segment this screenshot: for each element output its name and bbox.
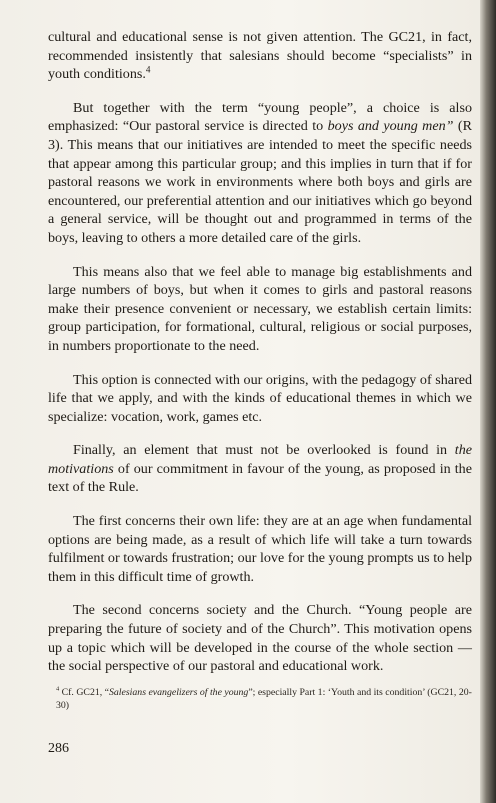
- paragraph: [48, 512, 472, 586]
- paragraph: [48, 263, 472, 356]
- emphasis-text: Salesians evangelizers of the young: [109, 687, 249, 698]
- text-run: of our commitment in favour of the young, as proposed in the text of the Rule.: [48, 460, 472, 496]
- text-run: (R 3). This means that our initiatives are intended to meet the specific needs that appear among this particular group; and this implies in turn that if for pastoral reasons we work in environments where both boys and girls are encountered, our preferential attention and our initiatives which go beyond a general service, will be thought out and programmed in terms of the boys, leaving to others a more detailed care of the girls.: [48, 118, 472, 246]
- page-number: 286: [48, 741, 69, 756]
- paragraph: [48, 99, 472, 248]
- text-run: The first concerns their own life: they are at an age when fundamental options are being made, as a result of which life will take a turn towards fulfilment or towards frustration; our love for the young prompts us to help them in this difficult time of growth.: [48, 513, 472, 585]
- text-run: Cf. GC21, “: [59, 687, 109, 698]
- text-run: But together with the term “young people”, a choice is also emphasized: “Our pastoral service is directed to: [48, 99, 472, 135]
- footnote: [48, 686, 472, 712]
- paragraph: [48, 441, 472, 497]
- book-spine-edge: [480, 0, 496, 803]
- body-text: [48, 28, 472, 691]
- text-run: This option is connected with our origins, with the pedagogy of shared life that we apply, and with the kinds of educational themes in which we specialize: vocation, work, games etc.: [48, 371, 472, 425]
- text-run: The second concerns society and the Church. “Young people are preparing the future of society and of the Church”. This motivation opens up a topic which will be developed in the course of the whole section — the social perspective of our pastoral and educational work.: [48, 602, 472, 675]
- text-run: cultural and educational sense is not given attention. The GC21, in fact, recommended insistently that salesians should become “specialists” in youth conditions.: [48, 29, 472, 83]
- emphasis-text: the motivations: [48, 442, 472, 477]
- paragraph: [48, 371, 472, 427]
- text-run: This means also that we feel able to manage big establishments and large numbers of boys, but when it comes to girls and pastoral reasons make their presence convenient or necessary, we establish certain limits: group participation, for formational, cultural, religious or social purposes, in numbers proportionate to the need.: [48, 263, 472, 354]
- paragraph: [48, 601, 472, 675]
- emphasis-text: boys and young men”: [327, 118, 454, 135]
- text-run: Finally, an element that must not be overlooked is found in: [73, 442, 455, 459]
- footnote-marker: 4: [145, 64, 151, 75]
- text-run: ”; especially Part 1: ‘Youth and its condition’ (GC21, 20-30): [56, 687, 472, 711]
- footnote-area: [48, 686, 472, 712]
- paragraph: [48, 28, 472, 84]
- footnote-marker: 4: [56, 685, 60, 693]
